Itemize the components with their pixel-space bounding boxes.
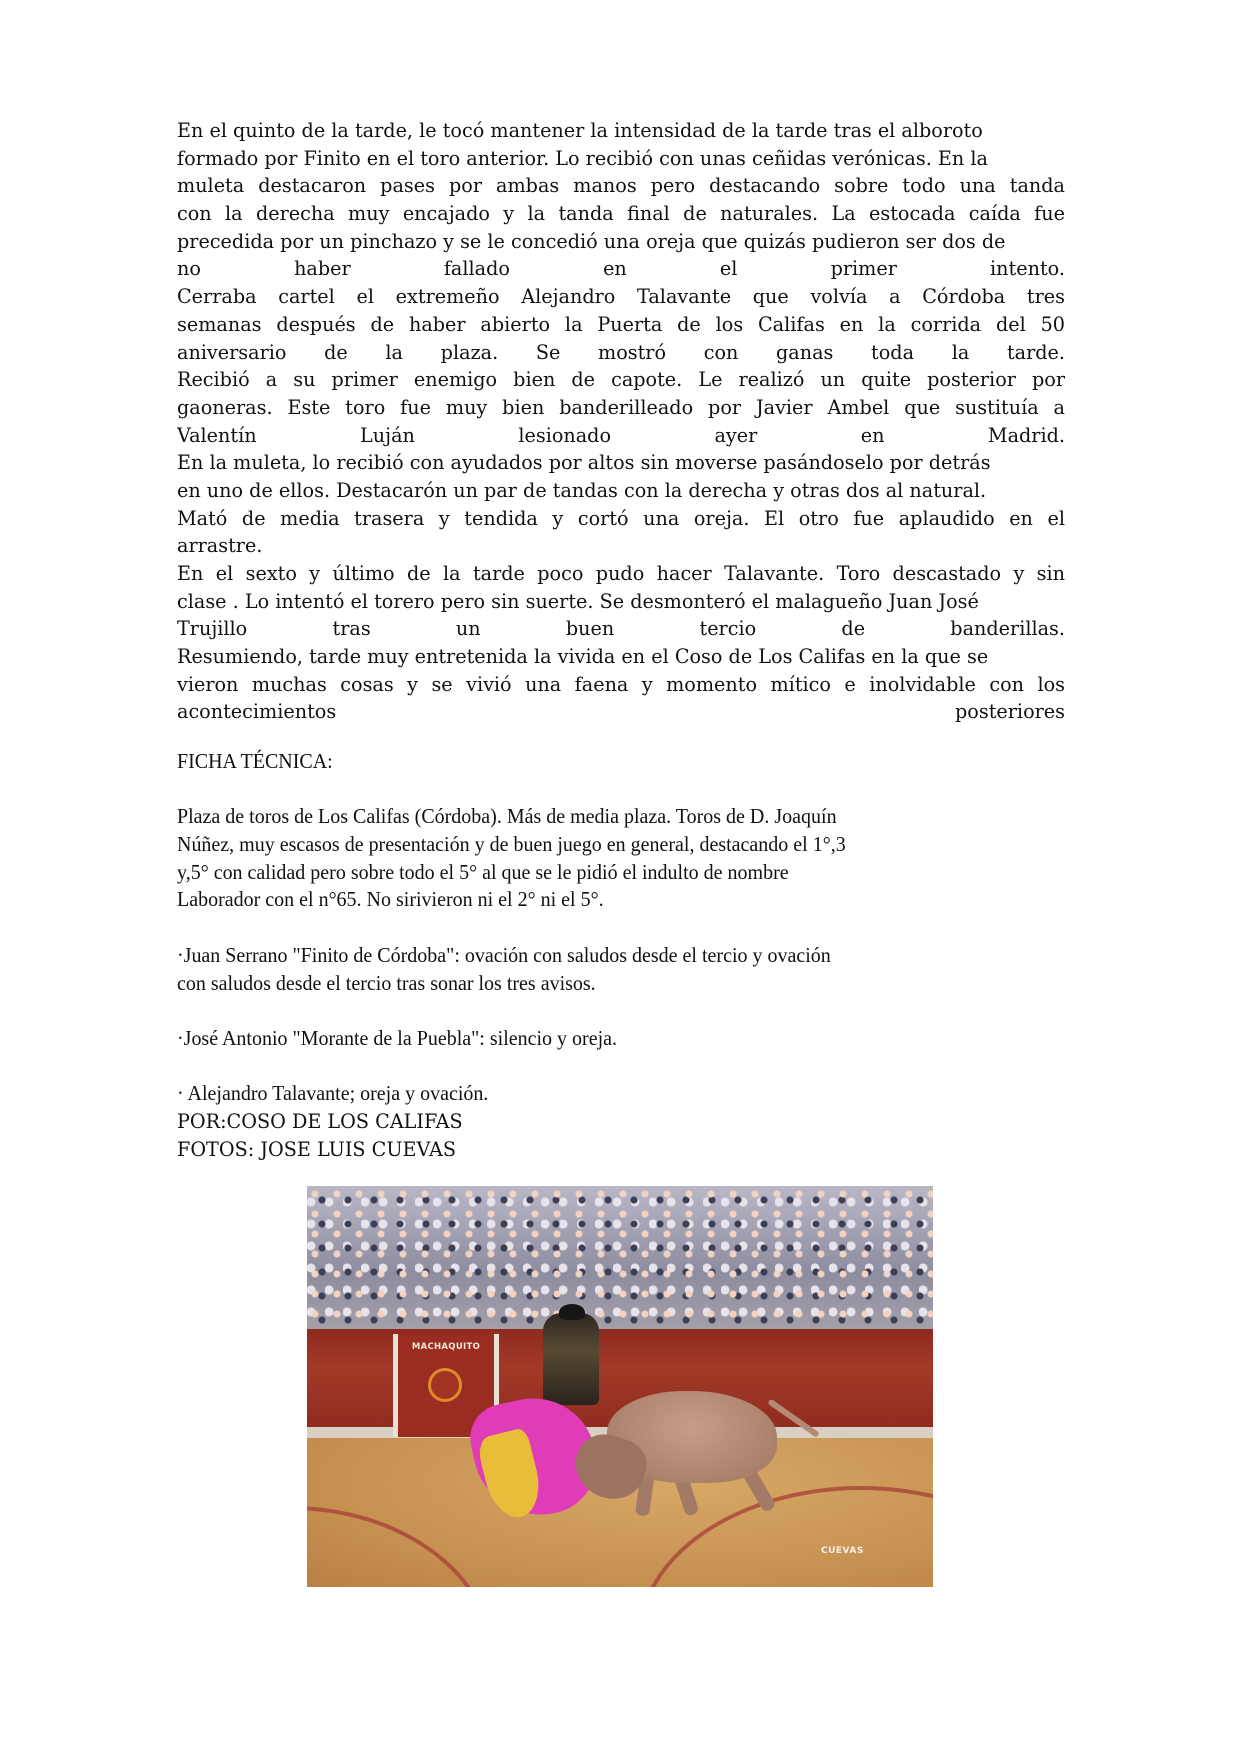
photo-montera	[559, 1304, 585, 1320]
article-line: En la muleta, lo recibió con ayudados por altos sin moverse pasándoselo por detrás	[177, 451, 991, 475]
ficha-talavante: · Alejandro Talavante; oreja y ovación.	[177, 1081, 489, 1106]
ficha-plaza-line: Plaza de toros de Los Califas (Córdoba). Más de media plaza. Toros de D. Joaquín	[177, 804, 837, 829]
article-line: semanas después de haber abierto la Puerta de los Califas en la corrida del 50	[177, 312, 1065, 336]
article-line: Trujillo tras un buen tercio de banderillas.	[177, 617, 1065, 641]
article-line: no haber fallado en el primer intento.	[177, 257, 1065, 281]
bullfight-photo	[307, 1186, 933, 1587]
article-line: vieron muchas cosas y se vivió una faena y momento mítico e inolvidable con los	[177, 672, 1065, 696]
article-line: Mató de media trasera y tendida y cortó una oreja. El otro fue aplaudido en el	[177, 506, 1065, 530]
ficha-plaza-line: Laborador con el n°65. No sirivieron ni el 2° ni el 5°.	[177, 887, 604, 912]
article-body	[177, 117, 1065, 726]
article-line: En el sexto y último de la tarde poco pudo hacer Talavante. Toro descastado y sin	[177, 562, 1065, 585]
burladero-logo-icon	[428, 1368, 462, 1402]
article-line: En el quinto de la tarde, le tocó mantener la intensidad de la tarde tras el alboroto	[177, 119, 983, 142]
photo-crowd	[307, 1186, 933, 1331]
ficha-plaza-line: Núñez, muy escasos de presentación y de buen juego en general, destacando el 1°,3	[177, 832, 846, 857]
ficha-tecnica	[177, 748, 1077, 1163]
article-line: arrastre.	[177, 534, 263, 558]
article-line: aniversario de la plaza. Se mostró con ganas toda la tarde.	[177, 340, 1065, 364]
photo-watermark: CUEVAS	[821, 1546, 864, 1556]
article-line: Resumiendo, tarde muy entretenida la vivida en el Coso de Los Califas en la que se	[177, 645, 989, 669]
ficha-heading: FICHA TÉCNICA:	[177, 749, 333, 773]
article-line: muleta destacaron pases por ambas manos pero destacando sobre todo una tanda	[177, 174, 1065, 198]
article-line: formado por Finito en el toro anterior. Lo recibió con unas ceñidas verónicas. En la	[177, 146, 988, 170]
ficha-finito-line: con saludos desde el tercio tras sonar los tres avisos.	[177, 970, 596, 995]
article-line: en uno de ellos. Destacarón un par de tandas con la derecha y otras dos al natural.	[177, 478, 987, 502]
article-line: clase . Lo intentó el torero pero sin suerte. Se desmonteró el malagueño Juan José	[177, 589, 979, 613]
ficha-plaza-line: y,5° con calidad pero sobre todo el 5° al que se le pidió el indulto de nombre	[177, 859, 789, 884]
article-line: gaoneras. Este toro fue muy bien banderilleado por Javier Ambel que sustituía a	[177, 395, 1065, 419]
arena-circle-left	[307, 1506, 495, 1587]
article-line: acontecimientos posteriores	[177, 700, 1065, 724]
ficha-finito-line: ·Juan Serrano "Finito de Córdoba": ovación con saludos desde el tercio y ovación	[177, 942, 831, 967]
credit-fotos: FOTOS: JOSE LUIS CUEVAS	[177, 1137, 457, 1161]
article-line: Recibió a su primer enemigo bien de capote. Le realizó un quite posterior por	[177, 368, 1065, 392]
credit-por: POR:COSO DE LOS CALIFAS	[177, 1109, 463, 1133]
photo-torero	[543, 1313, 599, 1405]
burladero-text: MACHAQUITO	[411, 1342, 481, 1352]
article-line: precedida por un pinchazo y se le concedió una oreja que quizás pudieron ser dos de	[177, 229, 1006, 253]
article-line: con la derecha muy encajado y la tanda final de naturales. La estocada caída fue	[177, 202, 1065, 226]
article-line: Cerraba cartel el extremeño Alejandro Talavante que volvía a Córdoba tres	[177, 285, 1065, 309]
article-line: Valentín Luján lesionado ayer en Madrid.	[177, 423, 1065, 447]
ficha-morante: ·José Antonio "Morante de la Puebla": silencio y oreja.	[177, 1025, 618, 1050]
